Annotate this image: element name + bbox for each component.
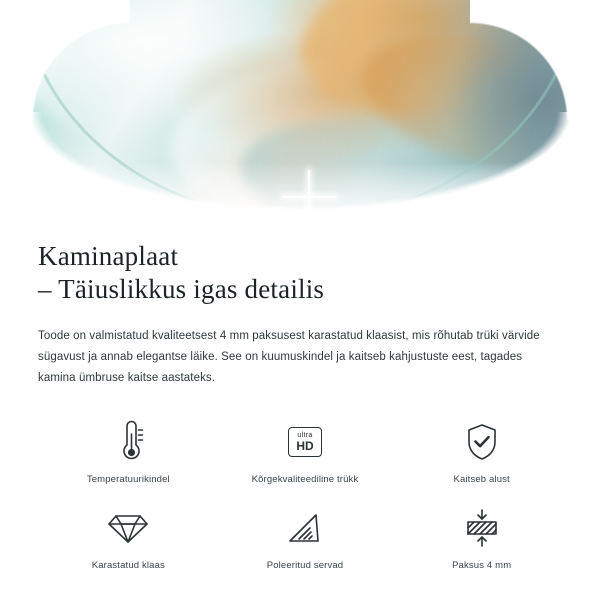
feature-label: Temperatuurikindel [86, 474, 170, 485]
content-area [0, 232, 600, 571]
diamond-icon [106, 505, 150, 551]
hero-fade-overlay [0, 162, 600, 232]
feature-label: Paksus 4 mm [452, 560, 512, 571]
ultra-hd-icon [288, 419, 322, 465]
feature-label: Kaitseb alust [453, 474, 510, 485]
feature-item-tempered-glass [40, 505, 217, 571]
feature-label: Karastatud klaas [91, 560, 165, 571]
plate-corner-mask [470, 0, 600, 120]
page-title [38, 240, 562, 306]
feature-item-polished-edges [217, 505, 394, 571]
shield-check-icon [462, 419, 502, 465]
feature-grid [40, 419, 570, 571]
product-description: Toode on valmistatud kvaliteetsest 4 mm paksusest karastatud klaasist, mis rõhutab trüki värvide sügavust ja annab elegantse läike. See on kuumuskindel ja kaitseb kahjustuste eest, tagades kamina ümbruse kaitse aastateks. [38, 330, 540, 384]
title-line-2: – Täiuslikkus igas detailis [38, 274, 325, 304]
hero-product-image [0, 0, 600, 232]
thickness-arrows-icon [460, 505, 504, 551]
feature-item-print-quality [217, 419, 394, 485]
polished-edges-icon [285, 505, 325, 551]
plate-corner-mask [0, 0, 130, 120]
feature-item-temperature [40, 419, 217, 485]
feature-label: Poleeritud servad [266, 560, 344, 571]
thermometer-icon [108, 419, 148, 465]
feature-item-thickness [393, 505, 570, 571]
ultra-hd-top-text: ultra [297, 432, 313, 439]
feature-item-surface-protection [393, 419, 570, 485]
feature-label: Kõrgekvaliteediline trükk [251, 474, 359, 485]
title-line-1: Kaminaplaat [38, 241, 179, 271]
ultra-hd-bottom-text: HD [296, 439, 314, 453]
